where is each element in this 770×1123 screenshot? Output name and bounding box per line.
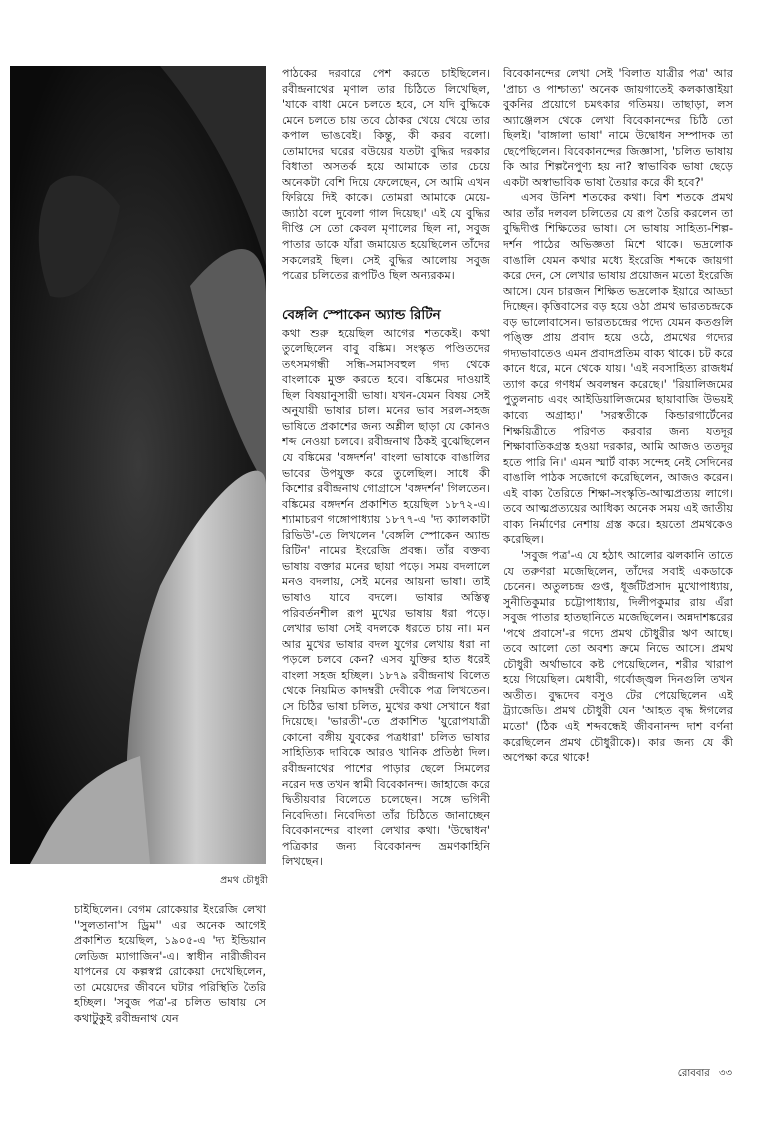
paragraph: এসব উনিশ শতকের কথা। বিশ শতকে প্রমথ আর তাঁর দলবল চলিতের যে রূপ তৈরি করলেন তা বুদ্ধিদীপ্ত শিক্ষিতের ভাষা। সে ভাষায় সাহিত্য-শিল্প-দর্শন পাঠের অভিজ্ঞতা মিশে থাকে। ভদ্রলোক বাঙালি যেমন কথার মধ্যে ইংরেজি শব্দকে জায়গা করে দেন, সে লেখার ভাষায় প্রয়োজন মতো ইংরেজি আসে। যেন চারজন শিক্ষিত ভদ্রলোক ইয়ারে আড্ডা দিচ্ছেন। কৃত্তিবাসের বড় হয়ে ওঠা প্রমথ ভারতচন্দ্রকে বড় ভালোবাসেন। ভারতচন্দ্রের পদ্যে যেমন কতগুলি পঙ্ক্তি প্রায় প্রবাদ হয়ে ওঠে, প্রমথের গদ্যের গদ্যভাবাতেও এমন প্রবাদপ্রতিম বাক্য থাকে। চট করে কানে ধরে, মনে থেকে যায়। 'এই নবসাহিত্য রাজধর্ম ত্যাগ করে গণধর্ম অবলম্বন করেছে।' 'রিয়ালিজমের পুতুলনাচ এবং আইডিয়ালিজমের ছায়াবাজি উভয়ই কাব্যে অগ্রাহ্য।' 'সরস্বতীকে কিন্ডারগার্টেনের শিক্ষয়িত্রীতে পরিণত করবার জন্য যতদূর শিক্ষাবাতিকগ্রস্ত হওয়া দরকার, আমি আজও ততদূর হতে পারি নি।' এমন স্মার্ট বাক্য সন্দেহ নেই সেদিনের বাঙালি পাঠক সজোগে করেছিলেন, আজও করেন। এই বাক্য তৈরিতে শিক্ষা-সংস্কৃতি-আত্মপ্রত্যয় লাগে। তবে আত্মপ্রত্যয়ের আধিক্য অনেক সময় এই জাতীয় বাক্য নির্মাণের নেশায় গ্রস্ত করে। হয়তো প্রমথকেও করেছিল। <box>503 191 733 547</box>
paragraph: কথা শুরু হয়েছিল আগের শতকেই। কথা তুলেছিলেন বাবু বঙ্কিম। সংস্কৃত পণ্ডিতদের তৎসমগন্ধী সন্ধি-সমাসবহুল গদ্য থেকে বাংলাকে মুক্ত করতে হবে। বঙ্কিমের দাওয়াই ছিল বিষয়ানুসারী ভাষা। যখন-যেমন বিষয় সেই অনুযায়ী ভাষার চাল। মনের ভাব সরল-সহজ ভাষিতে প্রকাশের জন্য অশ্লীল ছাড়া যে কোনও শব্দ নেওয়া চলবে। রবীন্দ্রনাথ ঠিকই বুঝেছিলেন যে বঙ্কিমের 'বঙ্গদর্শন' বাংলা ভাষাকে বাঙালির ভাবের উপযুক্ত করে তুলেছিল। সাধে কী কিশোর রবীন্দ্রনাথ গোগ্রাসে 'বঙ্গদর্শন' গিলতেন। বঙ্কিমের বঙ্গদর্শন প্রকাশিত হয়েছিল ১৮৭২-এ। শ্যামাচরণ গঙ্গোপাধ্যায় ১৮৭৭-এ 'দ্য ক্যালকাটা রিভিউ'-তে লিখলেন 'বেঙ্গলি স্পোকেন অ্যান্ড রিটিন' নামের ইংরেজি প্রবন্ধ। তাঁর বক্তব্য ভাষায় বক্তার মনের ছায়া পড়ে। সময় বদলালে মনও বদলায়, সেই মনের আয়না ভাষা। তাই ভাষাও যাবে বদলে। ভাষার অস্তিত্ব পরিবর্তনশীল রূপ মুখের ভাষায় ধরা পড়ে। লেখার ভাষা সেই বদলকে ধরতে চায় না। মন আর মুখের ভাষার বদল যুগের লেখায় ধরা না পড়লে চলবে কেন? এসব যুক্তির হাত ধরেই বাংলা সহজ হচ্ছিল। ১৮৭৯ রবীন্দ্রনাথ বিলেত থেকে নিয়মিত কাদম্বরী দেবীকে পত্র লিখতেন। সে চিঠির ভাষা চলিত, মুখের কথা সেখানে ধরা দিয়েছে। 'ভারতী'-তে প্রকাশিত 'য়ুরোপযাত্রী কোনো বঙ্গীয় যুবকের পত্রধারা' চলিত ভাষার সাহিত্যিক দাবিকে আরও খানিক প্রতিষ্ঠা দিল। রবীন্দ্রনাথের পাশের পাড়ার ছেলে সিমলের নরেন দত্ত তখন স্বামী বিবেকানন্দ। জাহাজে করে দ্বিতীয়বার বিলেতে চলেছেন। সঙ্গে ভগিনী নিবেদিতা। নিবেদিতা তাঁর চিঠিতে জানাচ্ছেন বিবেকানন্দের বাংলা লেখার কথা। 'উদ্বোধন' পত্রিকার জন্য বিবেকানন্দ ভ্রমণকাহিনি লিখছেন। <box>282 326 490 869</box>
column-middle <box>282 66 490 1046</box>
page-footer <box>672 1066 732 1083</box>
paragraph: 'সবুজ পত্র'-এ যে হঠাৎ আলোর ঝলকানি তাতে যে তরুণরা মজেছিলেন, তাঁদের সবাই একডাকে চেনেন। অতুলচন্দ্র গুপ্ত, ধূর্জটিপ্রসাদ মুখোপাধ্যায়, সুনীতিকুমার চট্টোপাধ্যায়, দিলীপকুমার রায় এঁরা সবুজ পাতার হাতছানিতে মজেছিলেন। অন্নদাশঙ্করের 'পথে প্রবাসে'-র গদ্যে প্রমথ চৌধুরীর ঋণ আছে। তবে আলো তো অবশ্য ক্রমে নিভে আসে। প্রমথ চৌধুরী অর্থাভাবে কষ্ট পেয়েছিলেন, শরীর খারাপ হয়ে গিয়েছিল। মেধাবী, গর্বোজ্জ্বল দিনগুলি তখন অতীত। বুদ্ধদেব বসুও টের পেয়েছিলেন এই ট্র্যাজেডি। প্রমথ চৌধুরী যেন 'আহত বৃদ্ধ ঈগলের মতো' (ঠিক এই শব্দবন্ধেই জীবনানন্দ দাশ বর্ণনা করেছিলেন প্রমথ চৌধুরীকে)। কার জন্য যে কী অপেক্ষা করে থাকে! <box>503 548 733 765</box>
page-number: ৩৩ <box>718 1068 732 1079</box>
column-right <box>503 66 733 1046</box>
paragraph: বিবেকানন্দের লেখা সেই 'বিলাত যাত্রীর পত্র' আর 'প্রাচ্য ও পাশ্চাত্য' অনেক জায়গাতেই কলকাত্তাইয়া বুকনির প্রয়োগে চমৎকার গতিময়। তাছাড়া, লস অ্যাঞ্জেলস থেকে লেখা বিবেকানন্দের চিঠি তো ছিলই। 'বাঙ্গালা ভাষা' নামে উদ্বোধন সম্পাদক তা ছেপেছিলেন। বিবেকানন্দের জিজ্ঞাসা, 'চলিত ভাষায় কি আর শিল্পনৈপুণ্য হয় না? স্বাভাবিক ভাষা ছেড়ে একটা অস্বাভাবিক ভাষা তৈয়ার করে কী হবে?' <box>503 67 733 189</box>
paragraph: চাইছিলেন। বেগম রোকেয়ার ইংরেজি লেখা ''সুলতানা'স ড্রিম'' এর অনেক আগেই প্রকাশিত হয়েছিল, ১৯০৫-এ 'দ্য ইন্ডিয়ান লেডিজ ম্যাগাজিন'-এ। স্বাধীন নারীজীবন যাপনের যে কল্পস্বপ্ন রোকেয়া দেখেছিলেন, তা মেয়েদের জীবনে ঘটার পরিস্থিতি তৈরি হচ্ছিল। 'সবুজ পত্র'-র চলিত ভাষায় সে কথাটুকুই রবীন্দ্রনাথ যেন <box>74 903 266 1025</box>
portrait-photo <box>10 66 266 864</box>
paragraph: পাঠকের দরবারে পেশ করতে চাইছিলেন। রবীন্দ্রনাথের মৃণাল তার চিঠিতে লিখেছিল, 'যাকে বাধা মেনে চলতে হবে, সে যদি বুদ্ধিকে মেনে চলতে চায় তবে ঠোকর খেয়ে খেয়ে তার কপাল ভাঙবেই। কিন্তু, কী করব বলো। তোমাদের ঘরের বউয়ের যতটা বুদ্ধির দরকার বিধাতা অসতর্ক হয়ে আমাকে তার চেয়ে অনেকটা বেশি দিয়ে ফেলেছেন, সে আমি এখন ফিরিয়ে দিই কাকে। তোমরা আমাকে মেয়ে-জ্যাঠা বলে দুবেলা গাল দিয়েছ।' এই যে বুদ্ধির দীপ্তি সে তো কেবল মৃণালের ছিল না, সবুজ পাতার ডাকে যাঁরা জমায়েত হয়েছিলেন তাঁদের সকলেরই ছিল। সেই বুদ্ধির আলোয় সবুজ পত্রের চলিতের রূপটিও ছিল অন্যরকম। <box>282 67 490 283</box>
magazine-name: রোববার <box>677 1068 710 1079</box>
section-heading: বেঙ্গলি স্পোকেন অ্যান্ড রিটিন <box>282 306 441 323</box>
portrait-illustration <box>10 66 266 864</box>
column-left <box>74 902 266 1082</box>
photo-caption: প্রমথ চৌধুরী <box>220 875 268 886</box>
